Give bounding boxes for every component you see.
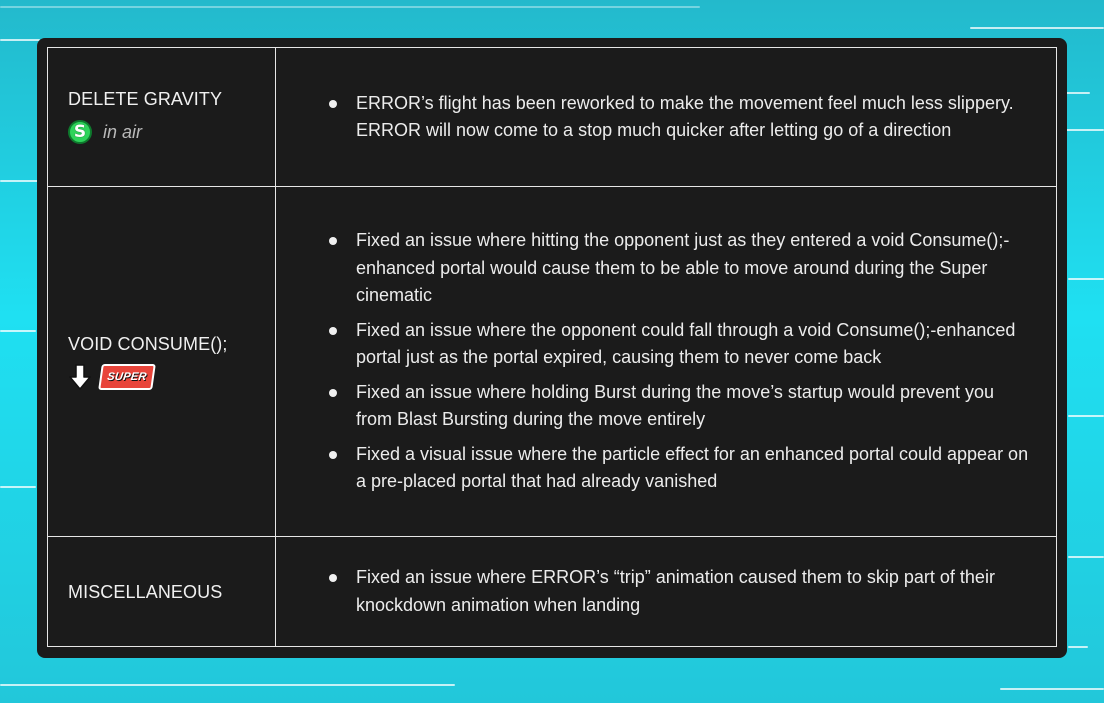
list-item: ERROR’s flight has been reworked to make the movement feel much less slippery. ERROR will now come to a stop much quicker after letting go of a direction [326,90,1032,145]
move-input [68,363,275,391]
move-cell [48,187,276,537]
table-row [48,537,1057,647]
notes-list [326,564,1032,619]
list-item: Fixed an issue where ERROR’s “trip” animation caused them to skip part of their knockdown animation when landing [326,564,1032,619]
list-item: Fixed an issue where hitting the opponent just as they entered a void Consume();-enhanced portal would cause them to be able to move around during the Super cinematic [326,227,1032,310]
input-note: in air [103,121,143,142]
notes-cell [276,48,1057,187]
notes-cell [276,537,1057,647]
table-row [48,48,1057,187]
notes-list [326,90,1032,145]
table-row [48,187,1057,537]
move-input [68,118,275,146]
move-name: VOID CONSUME(); [68,333,228,354]
move-name: DELETE GRAVITY [68,89,223,109]
notes-list [326,227,1032,496]
move-name: MISCELLANEOUS [68,581,223,602]
move-cell [48,537,276,647]
down-arrow-icon [68,364,92,390]
list-item: Fixed an issue where the opponent could fall through a void Consume();-enhanced portal just as the portal expired, causing them to never come back [326,317,1032,372]
list-item: Fixed an issue where holding Burst during the move’s startup would prevent you from Blast Bursting during the move entirely [326,379,1032,434]
super-badge-label: SUPER [106,370,148,383]
patch-notes-table [47,47,1057,647]
list-item: Fixed a visual issue where the particle effect for an enhanced portal could appear on a pre-placed portal that had already vanished [326,441,1032,496]
super-badge [98,364,156,390]
notes-cell [276,187,1057,537]
move-cell [48,48,276,187]
s-button-icon: S [68,120,92,144]
